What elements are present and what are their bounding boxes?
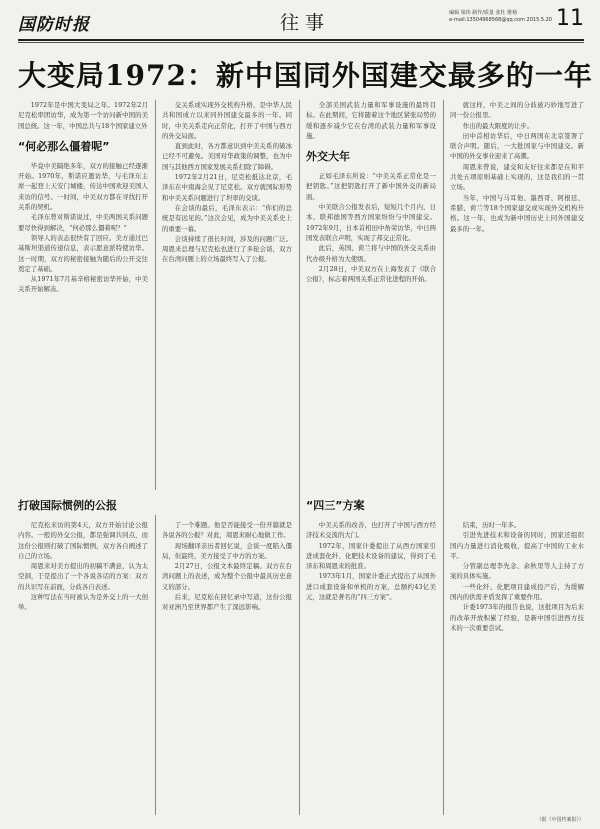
paragraph: 1972年，国家计委提出了从西方国家引进成套化纤、化肥技术设备的建议，得到了毛泽东和周恩来的批准。 bbox=[306, 541, 436, 571]
column-divider bbox=[155, 515, 156, 815]
paragraph: 中美关系的改善，也打开了中国与西方经济技术交流的大门。 bbox=[306, 521, 436, 540]
paragraph: 这种写法在当时被认为是外交上的一大创举。 bbox=[18, 593, 148, 612]
paragraph: 毛泽东曾对斯诺说过，中美两国关系问题要尽快得到解决，“何必那么僵着呢？” bbox=[18, 213, 148, 232]
paragraph: 从1971年7月基辛格秘密访华开始，中美关系开始解冻。 bbox=[18, 275, 148, 294]
newspaper-logo: 国防时报 bbox=[18, 15, 90, 35]
column-7 bbox=[306, 498, 436, 602]
column-4 bbox=[450, 100, 584, 234]
column-divider bbox=[299, 490, 300, 815]
paragraph: 直到此时，各方都意识到中美关系的破冰已经不可避免。美国对华政策的调整，也为中国与其他西方国家发展关系扫除了障碍。 bbox=[162, 142, 292, 171]
edition-meta bbox=[449, 10, 552, 24]
paragraph: 就这样，中美之间的分歧被巧妙地写进了同一份公报里。 bbox=[450, 101, 584, 120]
masthead bbox=[18, 6, 584, 38]
page-number: 11 bbox=[556, 6, 584, 31]
header-rule-thin bbox=[18, 42, 584, 43]
column-1 bbox=[18, 100, 148, 295]
paragraph: 毕竟中美隔绝多年，双方的接触已经逐渐开始。1970年，斯诺应邀访华，与毛泽东主席一起登上天安门城楼，传达中国欢迎美国人来访的信号。一时间，中美双方都在寻找打开关系的契机。 bbox=[18, 161, 148, 212]
meta-line: e-mail:13504968568@qq.com 2015.5.20 bbox=[449, 17, 552, 23]
paragraph: 1973年1月，国家计委正式提出了从国外进口成套设备和单机的方案，总额约43亿美元，这就是著名的“四三方案”。 bbox=[306, 572, 436, 602]
paragraph: 领导人的表态很快有了回应。美方通过巴基斯坦渠道传递信息，表示愿意派特使访华。这一时期，双方的秘密接触为随后的公开交往奠定了基础。 bbox=[18, 233, 148, 273]
paragraph: 尼克松来访的第4天，双方开始讨论公报内容。一般的外交公报，都是强调共同点，而这份公报则打破了国际惯例，双方各自阐述了自己的立场。 bbox=[18, 521, 148, 560]
paragraph: 计委1973年的报告也说，这批项目为后来的改革开放积累了经验，是新中国引进西方技术的一次重要尝试。 bbox=[450, 603, 584, 632]
paragraph: 会谈持续了很长时间，涉及的问题广泛。周恩来总理与尼克松也进行了多轮会谈，双方在台湾问题上的立场最终写入了公报。 bbox=[162, 234, 292, 264]
paragraph: 2月27日，公报文本最终定稿。双方在台湾问题上的表述，成为整个公报中最具历史意义的部分。 bbox=[162, 562, 292, 591]
column-6 bbox=[162, 520, 292, 613]
subheading: 打破国际惯例的公报 bbox=[18, 499, 117, 512]
header-rule bbox=[18, 39, 584, 41]
column-2 bbox=[162, 100, 292, 265]
section-title: 往事 bbox=[280, 12, 331, 34]
paragraph: 周恩来曾说，建交和友好往来都是在和平共处五项原则基础上实现的，这是我们的一贯立场。 bbox=[450, 162, 584, 192]
subheading: “四三”方案 bbox=[306, 499, 365, 512]
column-divider bbox=[155, 100, 156, 490]
paragraph: 分管副总理李先念、余秋里等人主持了方案的具体实施。 bbox=[450, 562, 584, 581]
paragraph: 1972年2月21日，尼克松抵达北京，毛泽东在中南海会见了尼克松。双方就国际形势和中美关系问题进行了坦率的交谈。 bbox=[162, 173, 292, 202]
column-divider bbox=[443, 100, 444, 490]
paragraph: 后来，尼克松在回忆录中写道，这份公报对亚洲乃至世界都产生了深远影响。 bbox=[162, 593, 292, 612]
paragraph: 结束，历时一年多。 bbox=[462, 521, 521, 529]
paragraph: 此后，英国、荷兰将与中国的外交关系由代办级升格为大使级。 bbox=[306, 244, 436, 263]
paragraph: 当年，中国与马耳他、墨西哥、阿根廷、希腊、荷兰等18个国家建交或实现外交机构升格。这一年，也成为新中国历史上同外国建交最多的一年。 bbox=[450, 193, 584, 233]
paragraph: 了一个难题。他是否能接受一份开篇就是各说各的公报？对此，周恩来耐心地做工作。 bbox=[162, 521, 292, 540]
paragraph: 作出的最大限度的让步。 bbox=[462, 121, 534, 130]
meta-line: 编辑 梁伟 制作/质量 张杜 维杨 bbox=[449, 10, 518, 16]
column-3 bbox=[306, 100, 436, 284]
source-note: （据《中国档案报》） bbox=[536, 817, 584, 823]
paragraph: 中美联合公报发表后，短短几个月内，日本、联邦德国等西方国家纷纷与中国建交。1972年9月，日本首相田中角荣访华，中日两国发表联合声明，实现了邦交正常化。 bbox=[306, 203, 436, 242]
subheading: 外交大年 bbox=[306, 150, 350, 164]
column-8 bbox=[450, 520, 584, 633]
paragraph: 现场翻译亲历者回忆说，会谈一度陷入僵局，但最终，美方接受了中方的方案。 bbox=[162, 541, 292, 560]
subheading: “何必那么僵着呢” bbox=[18, 139, 110, 153]
paragraph: 2月28日，中美双方在上海发表了《联合公报》，标志着两国关系正常化进程的开始。 bbox=[306, 264, 436, 284]
paragraph: 在会谈的最后，毛泽东表示：“你们的总统是有远见的。”这次会见，成为中美关系史上的重要一幕。 bbox=[162, 203, 292, 233]
paragraph: 一些化纤、化肥项目建成投产后，为缓解国内的供需矛盾发挥了重要作用。 bbox=[450, 582, 584, 602]
paragraph: 全部美国武装力量和军事设施的最终目标。在此期间，它将随着这个地区紧张局势的缓和逐步减少它在台湾的武装力量和军事设施。 bbox=[306, 101, 436, 140]
headline: 大变局1972：新中国同外国建交最多的一年 bbox=[18, 59, 593, 92]
column-divider bbox=[443, 490, 444, 815]
paragraph: 1972年是中国大变局之年。1972年2月尼克松率团访华，成为第一个访问新中国的美国总统。这一年，中国总共与18个国家建立外 bbox=[18, 101, 148, 130]
paragraph: 周恩来对美方提出的初稿不满意，认为太空洞，于是提出了一个各说各话的方案：双方的共识写在前面，分歧各自表述。 bbox=[18, 562, 148, 591]
paragraph: 交关系或实现外交机构升格，是中华人民共和国成立以来同外国建交最多的一年。同时，中美关系走向正常化，打开了中国与西方的外交局面。 bbox=[162, 101, 292, 140]
paragraph: 正如毛泽东所说：“中美关系正常化是一把钥匙。”这把钥匙打开了新中国外交的新局面。 bbox=[306, 172, 436, 201]
column-divider bbox=[299, 100, 300, 490]
paragraph: 引进先进技术和设备的同时，国家还组织国内力量进行消化吸收，提高了中国的工业水平。 bbox=[450, 531, 584, 560]
column-5 bbox=[18, 498, 148, 613]
paragraph: 田中首相访华后，中日两国在北京签署了联合声明。随后，一大批国家与中国建交。新中国的外交事业迎来了高潮。 bbox=[450, 131, 584, 161]
